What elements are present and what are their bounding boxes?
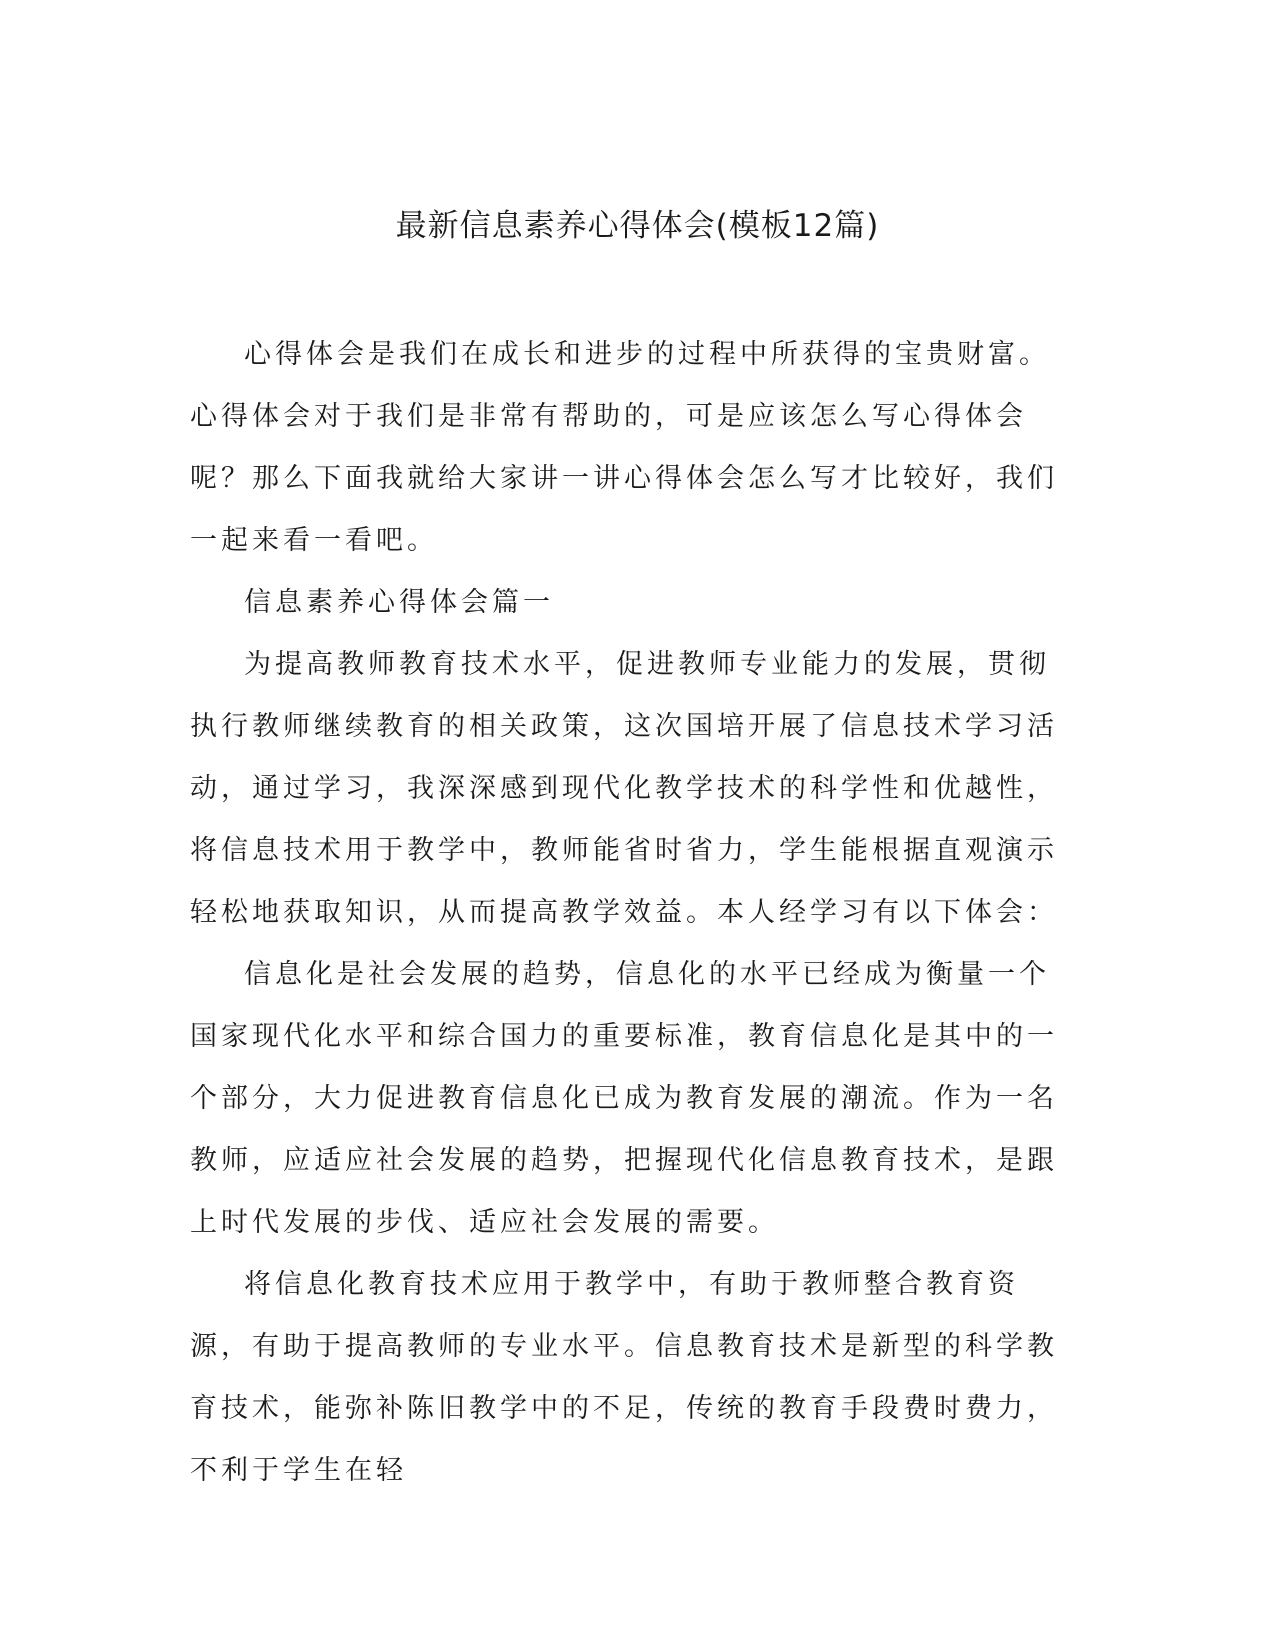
paragraph-application: 将信息化教育技术应用于教学中，有助于教师整合教育资源，有助于提高教师的专业水平。信息教育技术是新型的科学教育技术，能弥补陈旧教学中的不足，传统的教育手段费时费力，不利于学生在轻 xyxy=(190,1269,1058,1486)
paragraph-intro: 心得体会是我们在成长和进步的过程中所获得的宝贵财富。心得体会对于我们是非常有帮助的，可是应该怎么写心得体会呢？那么下面我就给大家讲一讲心得体会怎么写才比较好，我们一起来看一看吧。 xyxy=(190,339,1058,556)
document-body xyxy=(190,324,1080,1502)
document-title: 最新信息素养心得体会(模板12篇) xyxy=(395,208,880,244)
paragraph-informatization: 信息化是社会发展的趋势，信息化的水平已经成为衡量一个国家现代化水平和综合国力的重要标准，教育信息化是其中的一个部分，大力促进教育信息化已成为教育发展的潮流。作为一名教师，应适应社会发展的趋势，把握现代化信息教育技术，是跟上时代发展的步伐、适应社会发展的需要。 xyxy=(190,959,1058,1238)
paragraph-purpose: 为提高教师教育技术水平，促进教师专业能力的发展，贯彻执行教师继续教育的相关政策，这次国培开展了信息技术学习活动，通过学习，我深深感到现代化教学技术的科学性和优越性，将信息技术用于教学中，教师能省时省力，学生能根据直观演示轻松地获取知识，从而提高教学效益。本人经学习有以下体会： xyxy=(190,649,1058,928)
section-heading: 信息素养心得体会篇一 xyxy=(244,587,554,618)
